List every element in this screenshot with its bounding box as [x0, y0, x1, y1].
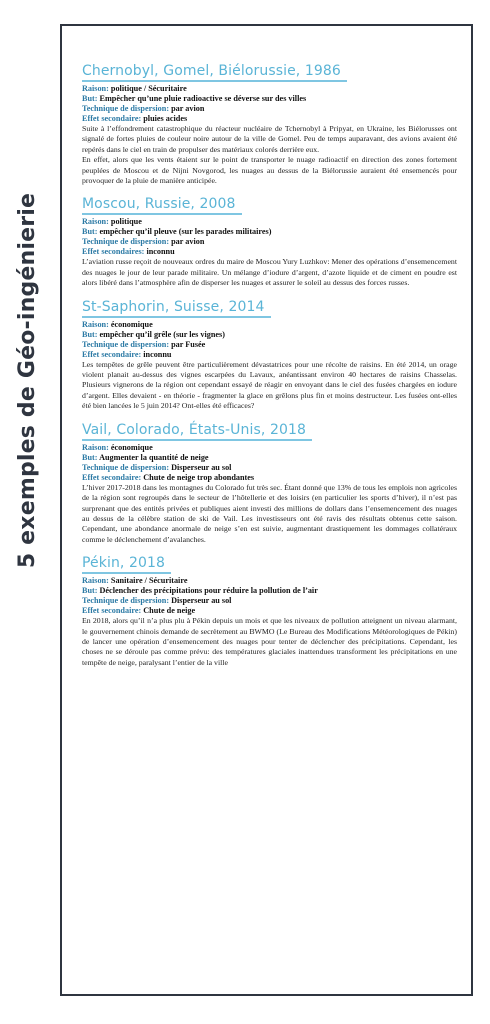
example-section: [82, 195, 457, 288]
meta-line: [82, 237, 457, 247]
meta-label: Raison:: [82, 217, 109, 227]
meta-line: [82, 217, 457, 227]
body-paragraph: Suite à l’effondrement catastrophique du réacteur nucléaire de Tchernobyl à Pripyat, en Ukraine, les Biélorusses ont signalé de fortes pluies de couleur noire autour de la ville de Gomel. Peu de temps auparavant, des avions avaient été repérés dans le ciel en train de propulser des matériaux colorés derrière eux.: [82, 124, 457, 154]
example-section: [82, 554, 457, 668]
section-body: [82, 616, 457, 668]
meta-value: par avion: [171, 237, 205, 247]
section-title: St-Saphorin, Suisse, 2014: [82, 300, 271, 318]
meta-line: [82, 227, 457, 237]
meta-label: Raison:: [82, 442, 109, 452]
meta-label: Effet secondaires:: [82, 247, 145, 257]
meta-value: par Fusée: [171, 339, 206, 349]
meta-line: [82, 340, 457, 350]
meta-value: politique / Sécuritaire: [110, 84, 187, 93]
example-section: [82, 298, 457, 412]
meta-label: Effet secondaire:: [82, 114, 142, 123]
meta-value: Déclencher des précipitations pour réduire la pollution de l’air: [99, 586, 318, 596]
meta-line: [82, 586, 457, 596]
meta-label: Technique de dispersion:: [82, 339, 170, 349]
content-frame: [60, 24, 473, 996]
side-title-text: 5 exemples de Géo-ingénierie: [15, 192, 41, 568]
body-paragraph: Les tempêtes de grêle peuvent être particulièrement dévastatrices pour une récolte de raisins. En été 2014, un orage violent planait au-dessus des vignes escarpées du Lavaux, anéantissant environ 40 hectares de raisins Chasselas. Plusieurs vignerons de la région ont cependant essayé de réagir en envoyant dans le ciel des fusées chargées en iodure d’argent. Elles devaient - en théorie - fragmenter la glace en grêlons plus fin et moins destructeur. Les fusées ont-elles été bien lancées le 5 juin 2014? Ont-elles été efficaces?: [82, 359, 457, 411]
meta-label: But:: [82, 586, 98, 596]
meta-value: par avion: [171, 104, 205, 113]
meta-value: pluies acides: [143, 114, 188, 123]
meta-value: empêcher qu’il grêle (sur les vignes): [99, 329, 225, 339]
meta-line: [82, 350, 457, 360]
meta-value: Chute de neige trop abondantes: [143, 472, 255, 482]
meta-line: [82, 453, 457, 463]
meta-value: inconnu: [143, 349, 172, 359]
body-paragraph: L’hiver 2017-2018 dans les montagnes du Colorado fut très sec. Étant donné que 13% de tous les emplois non agricoles de la région sont regroupés dans le secteur de l’hôtellerie et des loisirs (en particulier les sports d’hiver), il n’est pas surprenant que des entités privées et publiques aient investi des millions de dollars dans l’ensemencement des nuages au dessus de la célèbre station de ski de Vail. Les investisseurs ont été ravis des résultats obtenus cette saison. Cependant, une abondance anormale de neige s’en est suivie, augmentant drastiquement les dommages collatéraux comme le déclenchement d’avalanches.: [82, 482, 457, 544]
meta-label: But:: [82, 452, 98, 462]
meta-value: Disperseur au sol: [171, 462, 232, 472]
meta-line: [82, 473, 457, 483]
meta-value: politique: [110, 217, 142, 227]
meta-label: Effet secondaire:: [82, 349, 142, 359]
meta-value: inconnu: [146, 247, 175, 257]
side-title: [8, 0, 48, 760]
meta-label: Technique de dispersion:: [82, 237, 170, 247]
meta-label: Technique de dispersion:: [82, 104, 170, 113]
meta-value: Empêcher qu’une pluie radioactive se déverse sur des villes: [99, 94, 307, 103]
section-body: [82, 124, 457, 186]
body-paragraph: L’aviation russe reçoit de nouveaux ordres du maire de Moscou Yury Luzhkov: Mener des opérations d’ensemencement des nuages le jour de leur parade militaire. Un mélange d’iodure d’argent, d’azote liquide et de ciment en poudre est alors libéré dans l’atmosphère afin de disperser les nuages et assurer le soleil au dessus des forces russes.: [82, 257, 457, 288]
section-title: Moscou, Russie, 2008: [82, 197, 242, 215]
meta-line: [82, 463, 457, 473]
section-body: [82, 483, 457, 545]
meta-label: But:: [82, 94, 98, 103]
meta-value: économique: [110, 442, 153, 452]
meta-label: Technique de dispersion:: [82, 462, 170, 472]
meta-line: [82, 247, 457, 257]
sections-list: [82, 62, 457, 668]
section-title: Vail, Colorado, États-Unis, 2018: [82, 423, 312, 441]
meta-line: [82, 94, 457, 104]
meta-line: [82, 576, 457, 586]
meta-line: [82, 320, 457, 330]
meta-label: But:: [82, 227, 98, 237]
example-section: [82, 421, 457, 545]
meta-label: Effet secondaire:: [82, 606, 142, 616]
meta-line: [82, 606, 457, 616]
meta-label: But:: [82, 329, 98, 339]
meta-line: [82, 84, 457, 94]
meta-value: Disperseur au sol: [171, 596, 232, 606]
meta-line: [82, 104, 457, 114]
meta-label: Raison:: [82, 576, 109, 586]
meta-line: [82, 330, 457, 340]
meta-label: Raison:: [82, 84, 109, 93]
meta-value: Augmenter la quantité de neige: [99, 452, 209, 462]
meta-label: Raison:: [82, 319, 109, 329]
meta-label: Effet secondaire:: [82, 472, 142, 482]
meta-line: [82, 443, 457, 453]
meta-value: Chute de neige: [143, 606, 196, 616]
meta-label: Technique de dispersion:: [82, 596, 170, 606]
body-paragraph: En effet, alors que les vents étaient sur le point de transporter le nuage radioactif en direction des zones fortement peuplées de Moscou et de Nijni Novgorod, les nuages au dessus de la Biélorussie auraient été ensemencés pour provoquer de la pluie de manière anticipée.: [82, 155, 457, 186]
section-title: Chernobyl, Gomel, Biélorussie, 1986: [82, 64, 347, 82]
article-content: [62, 26, 471, 668]
section-body: [82, 360, 457, 412]
meta-value: empêcher qu’il pleuve (sur les parades militaires): [99, 227, 272, 237]
meta-value: économique: [110, 319, 153, 329]
section-body: [82, 257, 457, 288]
meta-line: [82, 596, 457, 606]
section-title: Pékin, 2018: [82, 556, 171, 574]
example-section: [82, 62, 457, 186]
meta-line: [82, 114, 457, 124]
meta-value: Sanitaire / Sécuritaire: [110, 576, 188, 586]
body-paragraph: En 2018, alors qu’il n’a plus plu à Pékin depuis un mois et que les niveaux de pollution atteignent un niveau alarmant, le gouvernement chinois demande de secrètement au BWMO (Le Bureau des Modifications Météorologiques de Pékin) de lancer une opération d’ensemencement des nuages pour tenter de déclencher des précipitations. Cependant, les choses ne se déroule pas comme prévu: des températures glaciales inattendues transforment les précipitations en une tempête de neige, paralysant l’entier de la ville: [82, 616, 457, 667]
